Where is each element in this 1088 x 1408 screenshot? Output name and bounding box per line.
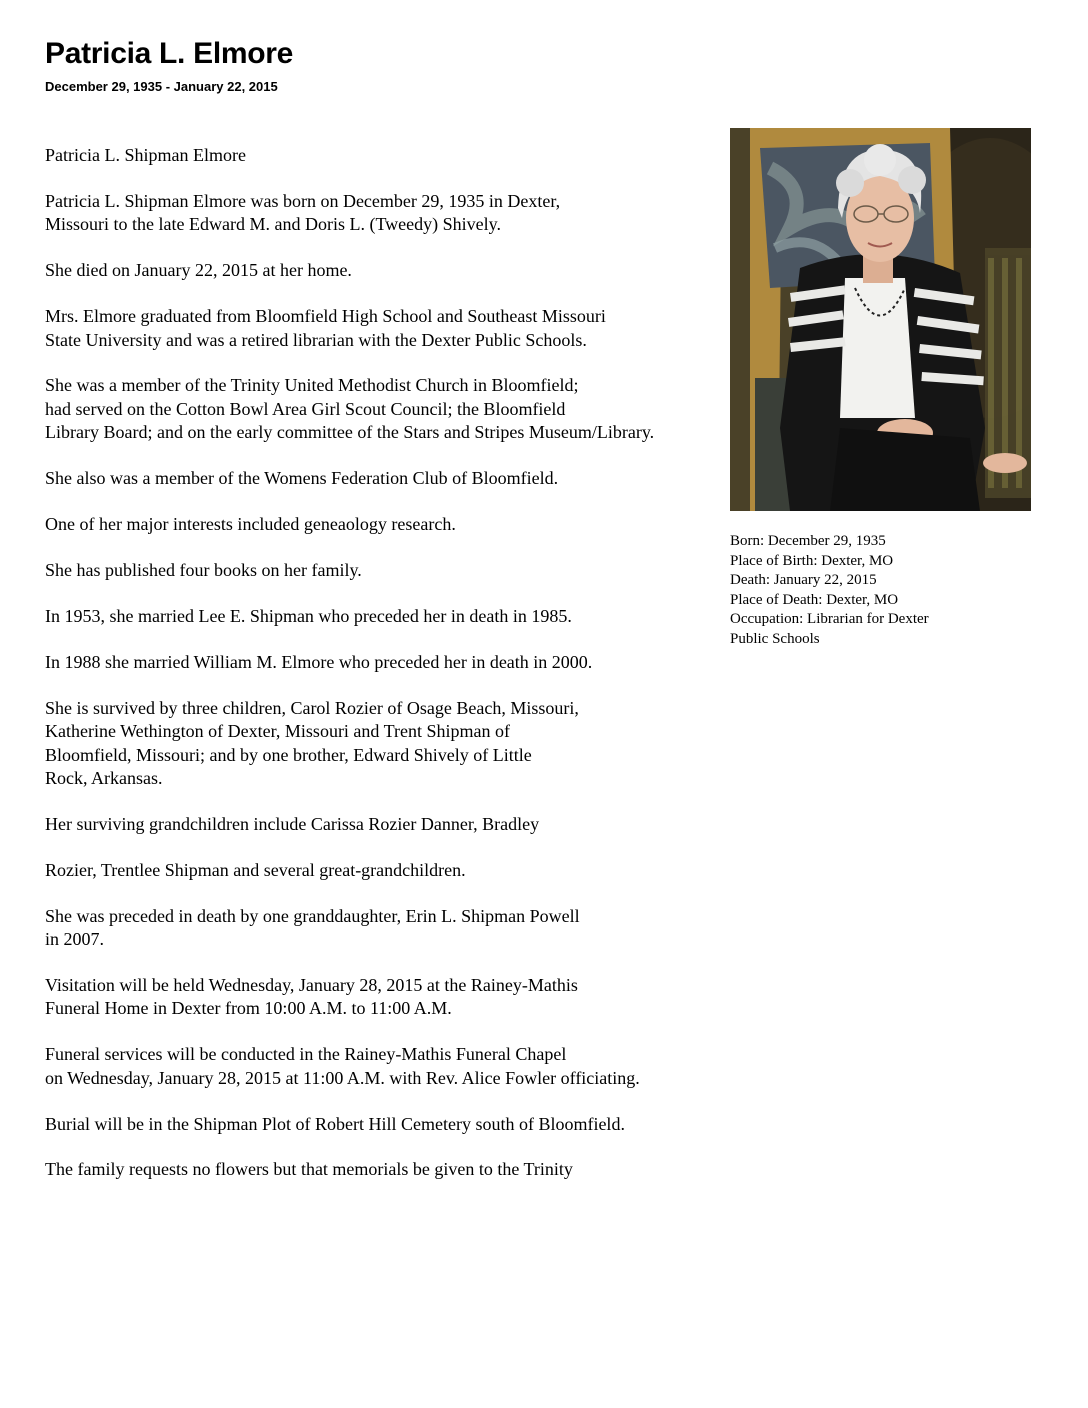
text-line: One of her major interests included geneaology research.	[45, 514, 456, 535]
text-line: She died on January 22, 2015 at her home.	[45, 260, 352, 281]
obituary-body	[45, 144, 805, 1204]
text-line: on Wednesday, January 28, 2015 at 11:00 A.M. with Rev. Alice Fowler officiating.	[45, 1067, 640, 1088]
obituary-paragraph	[45, 374, 805, 444]
text-line: She was a member of the Trinity United Methodist Church in Bloomfield;	[45, 375, 579, 396]
obituary-paragraph	[45, 905, 805, 952]
obituary-paragraph	[45, 974, 805, 1021]
obituary-paragraph	[45, 144, 805, 167]
text-line: Burial will be in the Shipman Plot of Robert Hill Cemetery south of Bloomfield.	[45, 1113, 625, 1134]
fact-line: Place of Death: Dexter, MO	[730, 591, 899, 608]
text-line: Bloomfield, Missouri; and by one brother, Edward Shively of Little	[45, 744, 532, 765]
obituary-paragraph	[45, 1043, 805, 1090]
text-line: Patricia L. Shipman Elmore was born on December 29, 1935 in Dexter,	[45, 190, 561, 211]
portrait-photo	[730, 128, 1031, 511]
text-line: In 1953, she married Lee E. Shipman who preceded her in death in 1985.	[45, 605, 572, 626]
text-line: Rozier, Trentlee Shipman and several great-grandchildren.	[45, 859, 466, 880]
fact-line: Occupation: Librarian for Dexter	[730, 611, 929, 627]
text-line: Missouri to the late Edward M. and Doris L. (Tweedy) Shively.	[45, 214, 501, 235]
obituary-paragraph	[45, 697, 805, 791]
text-line: She was preceded in death by one granddaughter, Erin L. Shipman Powell	[45, 905, 580, 926]
text-line: Mrs. Elmore graduated from Bloomfield High School and Southeast Missouri	[45, 306, 606, 327]
obituary-paragraph	[45, 1113, 805, 1136]
fact-line: Born: December 29, 1935	[730, 533, 886, 549]
obituary-paragraph	[45, 813, 805, 836]
page-title: Patricia L. Elmore	[45, 37, 294, 70]
text-line: Visitation will be held Wednesday, January 28, 2015 at the Rainey-Mathis	[45, 974, 578, 995]
text-line: She has published four books on her family.	[45, 559, 362, 580]
text-line: Patricia L. Shipman Elmore	[45, 145, 246, 165]
text-line: Rock, Arkansas.	[45, 767, 163, 788]
obituary-paragraph	[45, 259, 805, 282]
fact-line: Place of Birth: Dexter, MO	[730, 552, 894, 569]
fact-line: Death: January 22, 2015	[730, 572, 877, 588]
obituary-paragraph	[45, 559, 805, 582]
text-line: Katherine Wethington of Dexter, Missouri and Trent Shipman of	[45, 721, 510, 742]
text-line: State University and was a retired librarian with the Dexter Public Schools.	[45, 329, 587, 350]
fact-line: Public Schools	[730, 630, 820, 647]
text-line: Funeral Home in Dexter from 10:00 A.M. to 11:00 A.M.	[45, 998, 452, 1019]
obituary-paragraph	[45, 605, 805, 628]
text-line: In 1988 she married William M. Elmore who preceded her in death in 2000.	[45, 651, 593, 672]
text-line: Library Board; and on the early committee of the Stars and Stripes Museum/Library.	[45, 422, 655, 443]
obituary-paragraph	[45, 1158, 805, 1181]
obituary-paragraph	[45, 190, 805, 237]
text-line: Her surviving grandchildren include Carissa Rozier Danner, Bradley	[45, 813, 540, 834]
obituary-paragraph	[45, 305, 805, 352]
text-line: Funeral services will be conducted in the Rainey-Mathis Funeral Chapel	[45, 1044, 567, 1065]
obituary-paragraph	[45, 651, 805, 674]
text-line: She is survived by three children, Carol Rozier of Osage Beach, Missouri,	[45, 697, 579, 718]
text-line: had served on the Cotton Bowl Area Girl Scout Council; the Bloomfield	[45, 398, 566, 419]
obituary-paragraph	[45, 467, 805, 490]
text-line: in 2007.	[45, 929, 105, 950]
obituary-paragraph	[45, 859, 805, 882]
obituary-paragraph	[45, 513, 805, 536]
vital-facts	[730, 532, 1030, 649]
life-dates: December 29, 1935 - January 22, 2015	[45, 79, 278, 94]
text-line: The family requests no flowers but that memorials be given to the Trinity	[45, 1159, 573, 1180]
text-line: She also was a member of the Womens Federation Club of Bloomfield.	[45, 468, 559, 489]
